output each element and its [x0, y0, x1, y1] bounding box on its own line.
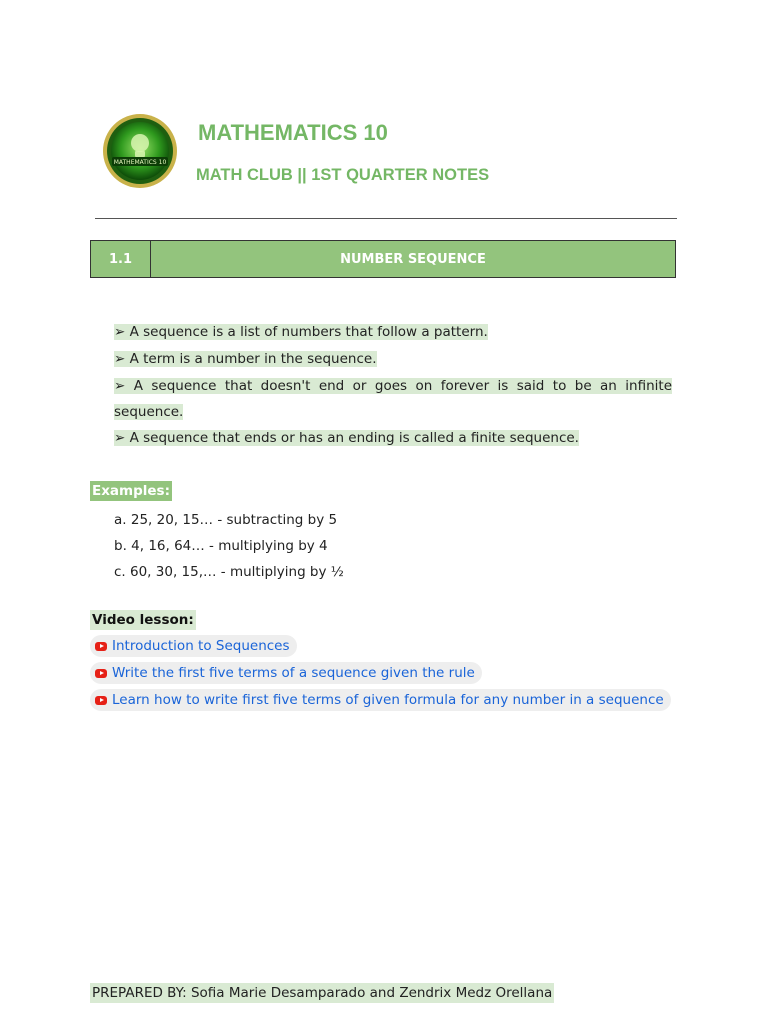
section-number: 1.1 [91, 241, 151, 277]
definition-item: ➢ A sequence is a list of numbers that follow a pattern. [114, 324, 488, 340]
svg-text:MATHEMATICS 10: MATHEMATICS 10 [113, 159, 167, 166]
example-item: b. 4, 16, 64… - multiplying by 4 [114, 538, 328, 554]
example-item: c. 60, 30, 15,… - multiplying by ½ [114, 564, 344, 580]
header-divider [95, 218, 677, 219]
definition-item: ➢ A term is a number in the sequence. [114, 351, 377, 367]
example-item: a. 25, 20, 15… - subtracting by 5 [114, 512, 338, 528]
definition-item: ➢ A sequence that doesn't end or goes on forever is said to be an infinite sequence. [114, 378, 672, 420]
video-link[interactable]: Introduction to Sequences [112, 638, 290, 654]
section-title: NUMBER SEQUENCE [340, 251, 486, 267]
section-header [90, 240, 676, 278]
examples-heading: Examples: [92, 483, 170, 499]
video-link[interactable]: Learn how to write first five terms of given formula for any number in a sequence [112, 692, 664, 708]
video-link-chip[interactable] [90, 689, 671, 711]
video-link-chip[interactable] [90, 635, 297, 657]
youtube-icon [95, 642, 107, 651]
youtube-icon [95, 669, 107, 678]
definition-list [114, 319, 672, 452]
math-club-logo [102, 113, 178, 189]
examples-list [114, 507, 344, 585]
prepared-by: PREPARED BY: Sofia Marie Desamparado and Zendrix Medz Orellana [92, 985, 553, 1001]
video-link[interactable]: Write the first five terms of a sequence given the rule [112, 665, 475, 681]
definition-item: ➢ A sequence that ends or has an ending is called a finite sequence. [114, 430, 579, 446]
youtube-icon [95, 696, 107, 705]
page-subtitle: MATH CLUB || 1ST QUARTER NOTES [196, 166, 490, 184]
video-lesson-heading: Video lesson: [92, 612, 194, 628]
video-link-chip[interactable] [90, 662, 482, 684]
video-links [90, 635, 671, 716]
page-title: MATHEMATICS 10 [198, 120, 388, 145]
